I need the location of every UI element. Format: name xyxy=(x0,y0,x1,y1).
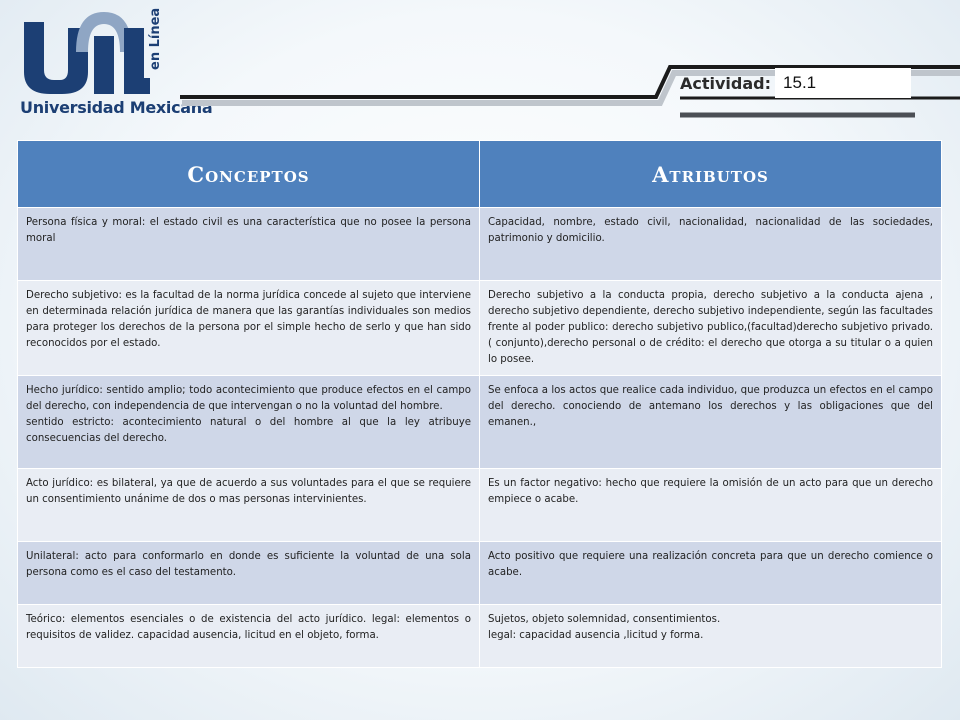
table-header-row xyxy=(18,141,942,208)
attribute-text: Es un factor negativo: hecho que requiere la omisión de un acto para que un derecho empiece o acabe. xyxy=(488,478,933,505)
attribute-cell xyxy=(480,208,942,281)
attribute-text: Capacidad, nombre, estado civil, nacionalidad, nacionalidad de las sociedades, patrimonio y domicilio. xyxy=(488,217,933,244)
concept-text: Acto jurídico: es bilateral, ya que de acuerdo a sus voluntades para el que se requiere un consentimiento unánime de dos o mas personas intervinientes. xyxy=(26,478,471,505)
concept-text: sentido estricto: acontecimiento natural o del hombre al que la ley atribuye consecuencias del derecho. xyxy=(26,417,471,444)
concept-text: Persona física y moral: el estado civil es una característica que no posee la persona moral xyxy=(26,217,471,244)
logo-tagline: en Línea xyxy=(148,7,163,70)
concept-cell xyxy=(18,208,480,281)
table-row xyxy=(18,469,942,542)
attribute-text: Se enfoca a los actos que realice cada individuo, que produzca un efectos en el campo del derecho. conociendo de antemano los derechos y las obligaciones que del emanen., xyxy=(488,385,933,428)
attribute-text: legal: capacidad ausencia ,licitud y forma. xyxy=(488,630,704,641)
concept-text: Hecho jurídico: sentido amplio; todo acontecimiento que produce efectos en el campo del derecho, con independencia de que intervengan o no la voluntad del hombre. xyxy=(26,385,471,412)
concept-text: Teórico: elementos esenciales o de existencia del acto jurídico. legal: elementos o requisitos de validez. capacidad ausencia, licitud en el objeto, forma. xyxy=(26,614,471,641)
logo-letter-i xyxy=(94,36,114,94)
table-row xyxy=(18,605,942,668)
table-row xyxy=(18,542,942,605)
header-conceptos: Conceptos xyxy=(18,141,480,208)
attribute-cell xyxy=(480,376,942,469)
table-row xyxy=(18,281,942,376)
attribute-text: Derecho subjetivo a la conducta propia, derecho subjetivo a la conducta ajena , derecho subjetivo dependiente, derecho subjetivo independiente, según las facultades frente al poder publico: derecho subjetivo publico,(facultad)derecho subjetivo privado. ( conjunto),derecho personal o de crédito: el derecho que otorga a su titular o a quien lo posee. xyxy=(488,290,933,365)
activity-header xyxy=(668,66,911,100)
attribute-cell xyxy=(480,605,942,668)
attribute-cell xyxy=(480,542,942,605)
concept-text: Derecho subjetivo: es la facultad de la norma jurídica concede al sujeto que interviene en determinada relación jurídica de manera que las garantías individuales son medios para proteger los derechos de la persona por el simple hecho de serlo y que han sido reconocidos por el estado. xyxy=(26,290,471,349)
header-atributos: Atributos xyxy=(480,141,942,208)
activity-number: 15.1 xyxy=(775,68,911,98)
activity-label: Actividad: xyxy=(680,73,772,93)
concept-cell xyxy=(18,469,480,542)
concept-cell xyxy=(18,376,480,469)
attribute-cell xyxy=(480,469,942,542)
logo-university-name: Universidad Mexicana xyxy=(20,98,213,117)
attribute-text: Sujetos, objeto solemnidad, consentimientos. xyxy=(488,614,721,625)
concept-cell xyxy=(18,281,480,376)
table-row xyxy=(18,376,942,469)
concept-cell xyxy=(18,542,480,605)
concept-cell xyxy=(18,605,480,668)
attribute-cell xyxy=(480,281,942,376)
attribute-text: Acto positivo que requiere una realización concreta para que un derecho comience o acabe. xyxy=(488,551,933,578)
logo-letter-l xyxy=(124,28,150,94)
table-row xyxy=(18,208,942,281)
concepts-table xyxy=(17,140,942,668)
concept-text: Unilateral: acto para conformarlo en donde es suficiente la voluntad de una sola persona como es el caso del testamento. xyxy=(26,551,471,578)
